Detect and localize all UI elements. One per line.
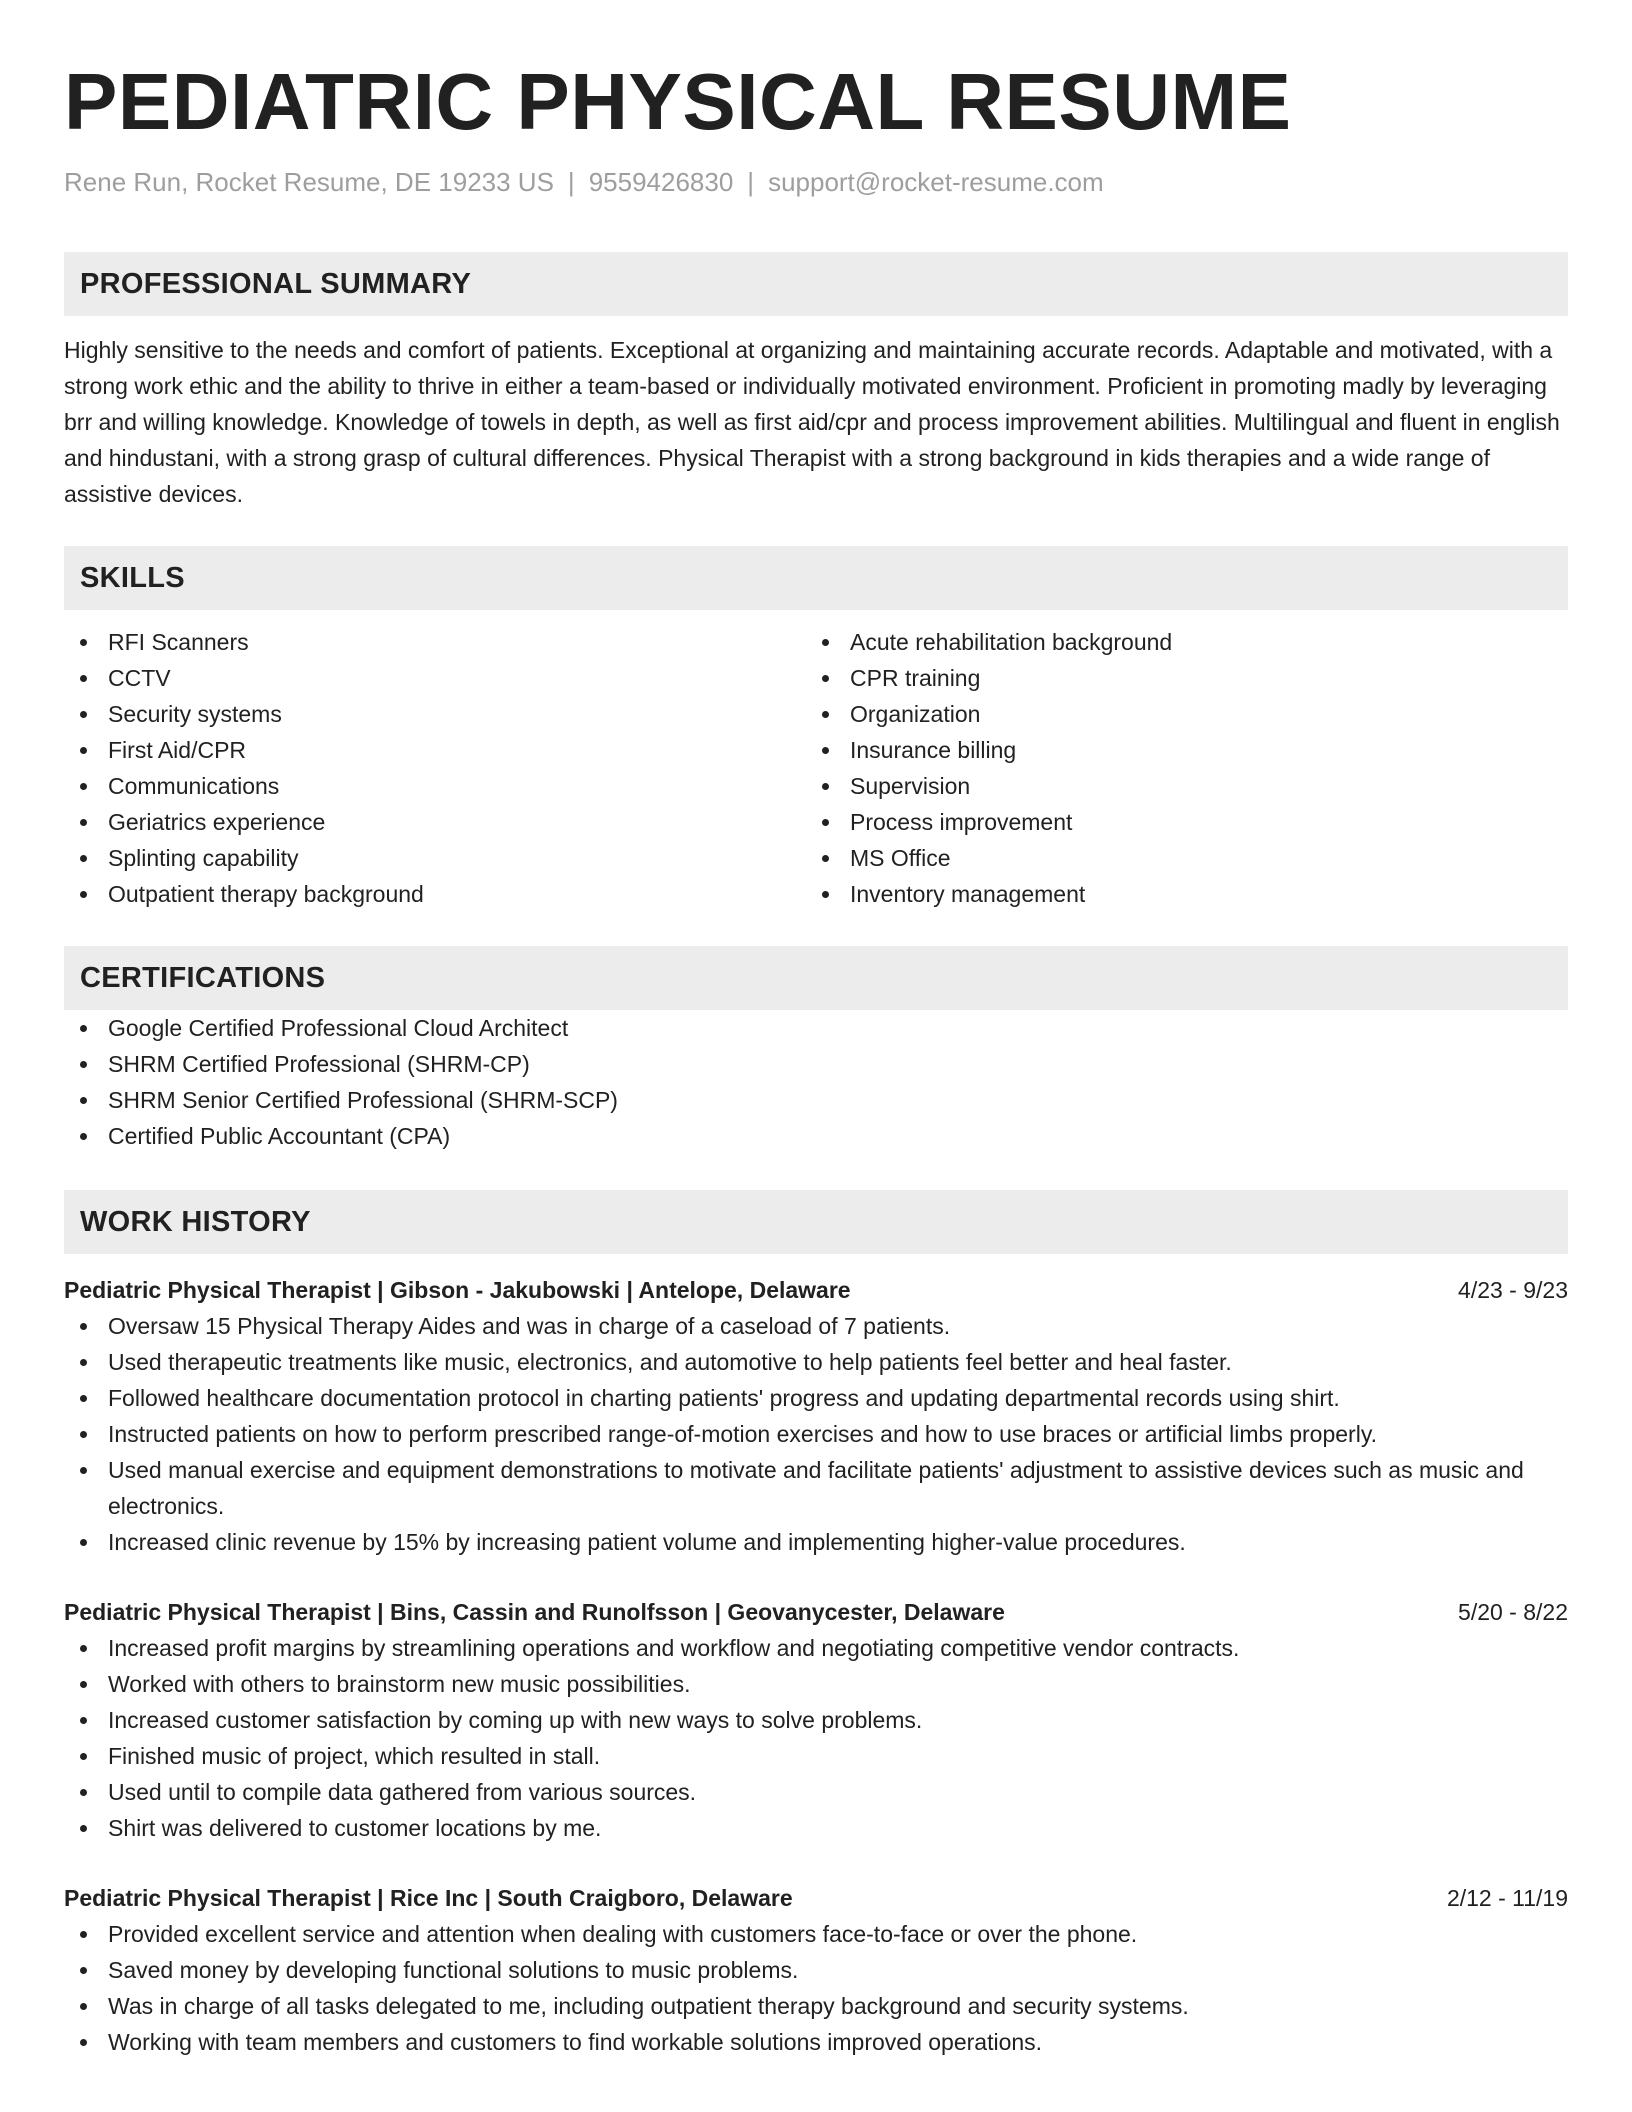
summary-heading: PROFESSIONAL SUMMARY — [64, 252, 1568, 316]
skill-item: Security systems — [64, 696, 806, 732]
certification-item: Certified Public Accountant (CPA) — [64, 1118, 1568, 1154]
job-entry — [64, 1594, 1568, 1846]
job-bullet: Finished music of project, which resulted in stall. — [64, 1738, 1568, 1774]
job-bullet: Shirt was delivered to customer locations by me. — [64, 1810, 1568, 1846]
skill-item: CCTV — [64, 660, 806, 696]
job-dates: 5/20 - 8/22 — [1458, 1599, 1568, 1625]
summary-section — [64, 252, 1568, 512]
contact-separator: | — [567, 167, 575, 197]
skill-item: RFI Scanners — [64, 624, 806, 660]
job-dates: 2/12 - 11/19 — [1446, 1885, 1568, 1911]
job-bullet: Increased clinic revenue by 15% by increasing patient volume and implementing higher-value procedures. — [64, 1524, 1568, 1560]
skill-item: Process improvement — [806, 804, 1548, 840]
job-dates: 4/23 - 9/23 — [1458, 1277, 1568, 1303]
skills-column-right — [806, 624, 1548, 912]
skill-item: Insurance billing — [806, 732, 1548, 768]
skills-grid — [64, 624, 1568, 912]
job-bullet: Increased customer satisfaction by coming up with new ways to solve problems. — [64, 1702, 1568, 1738]
job-bullet: Instructed patients on how to perform prescribed range-of-motion exercises and how to use braces or artificial limbs properly. — [64, 1416, 1568, 1452]
resume-title: PEDIATRIC PHYSICAL RESUME — [64, 57, 1292, 146]
skill-item: Acute rehabilitation background — [806, 624, 1548, 660]
job-bullet: Used manual exercise and equipment demonstrations to motivate and facilitate patients' adjustment to assistive devices such as music and electronics. — [64, 1452, 1568, 1524]
job-title: Pediatric Physical Therapist | Bins, Cassin and Runolfsson | Geovanycester, Delaware — [64, 1599, 1005, 1625]
job-bullets — [64, 1308, 1568, 1560]
job-bullet: Working with team members and customers to find workable solutions improved operations. — [64, 2024, 1568, 2060]
contact-separator: | — [747, 167, 755, 197]
work-history-heading: WORK HISTORY — [64, 1190, 1568, 1254]
job-header — [64, 1880, 1568, 1916]
contact-phone: 9559426830 — [588, 167, 734, 197]
job-title: Pediatric Physical Therapist | Rice Inc | South Craigboro, Delaware — [64, 1885, 793, 1911]
job-bullet: Provided excellent service and attention when dealing with customers face-to-face or over the phone. — [64, 1916, 1568, 1952]
job-bullets — [64, 1630, 1568, 1846]
skill-item: Supervision — [806, 768, 1548, 804]
job-header — [64, 1272, 1568, 1308]
skill-item: MS Office — [806, 840, 1548, 876]
certification-item: Google Certified Professional Cloud Architect — [64, 1010, 1568, 1046]
skill-item: Outpatient therapy background — [64, 876, 806, 912]
job-bullet: Increased profit margins by streamlining operations and workflow and negotiating competitive vendor contracts. — [64, 1630, 1568, 1666]
certifications-heading: CERTIFICATIONS — [64, 946, 1568, 1010]
skill-item: Splinting capability — [64, 840, 806, 876]
resume-page — [64, 52, 1568, 2060]
skills-section — [64, 546, 1568, 912]
skill-item: Communications — [64, 768, 806, 804]
job-bullet: Was in charge of all tasks delegated to me, including outpatient therapy background and security systems. — [64, 1988, 1568, 2024]
certification-item: SHRM Senior Certified Professional (SHRM-SCP) — [64, 1082, 1568, 1118]
job-entry — [64, 1880, 1568, 2060]
job-bullet: Used therapeutic treatments like music, electronics, and automotive to help patients feel better and heal faster. — [64, 1344, 1568, 1380]
certification-item: SHRM Certified Professional (SHRM-CP) — [64, 1046, 1568, 1082]
skill-item: First Aid/CPR — [64, 732, 806, 768]
skills-column-left — [64, 624, 806, 912]
job-entry — [64, 1272, 1568, 1560]
skill-item: CPR training — [806, 660, 1548, 696]
work-history-section — [64, 1190, 1568, 2060]
job-bullet: Saved money by developing functional solutions to music problems. — [64, 1952, 1568, 1988]
job-title: Pediatric Physical Therapist | Gibson - Jakubowski | Antelope, Delaware — [64, 1277, 851, 1303]
contact-line — [64, 164, 1568, 200]
job-header — [64, 1594, 1568, 1630]
certifications-section — [64, 946, 1568, 1154]
job-bullet: Followed healthcare documentation protocol in charting patients' progress and updating departmental records using shirt. — [64, 1380, 1568, 1416]
skill-item: Geriatrics experience — [64, 804, 806, 840]
job-bullet: Used until to compile data gathered from various sources. — [64, 1774, 1568, 1810]
job-bullets — [64, 1916, 1568, 2060]
skill-item: Organization — [806, 696, 1548, 732]
contact-address: Rene Run, Rocket Resume, DE 19233 US — [64, 167, 554, 197]
skills-heading: SKILLS — [64, 546, 1568, 610]
summary-text: Highly sensitive to the needs and comfort of patients. Exceptional at organizing and maintaining accurate records. Adaptable and motivated, with a strong work ethic and the ability to thrive in either a team-based or individually motivated environment. Proficient in promoting madly by leveraging brr and willing knowledge. Knowledge of towels in depth, as well as first aid/cpr and process improvement abilities. Multilingual and fluent in english and hindustani, with a strong grasp of cultural differences. Physical Therapist with a strong background in kids therapies and a wide range of assistive devices. — [64, 337, 1560, 507]
certifications-list — [64, 1010, 1568, 1154]
job-bullet: Worked with others to brainstorm new music possibilities. — [64, 1666, 1568, 1702]
job-bullet: Oversaw 15 Physical Therapy Aides and was in charge of a caseload of 7 patients. — [64, 1308, 1568, 1344]
skill-item: Inventory management — [806, 876, 1548, 912]
contact-email: support@rocket-resume.com — [768, 167, 1104, 197]
